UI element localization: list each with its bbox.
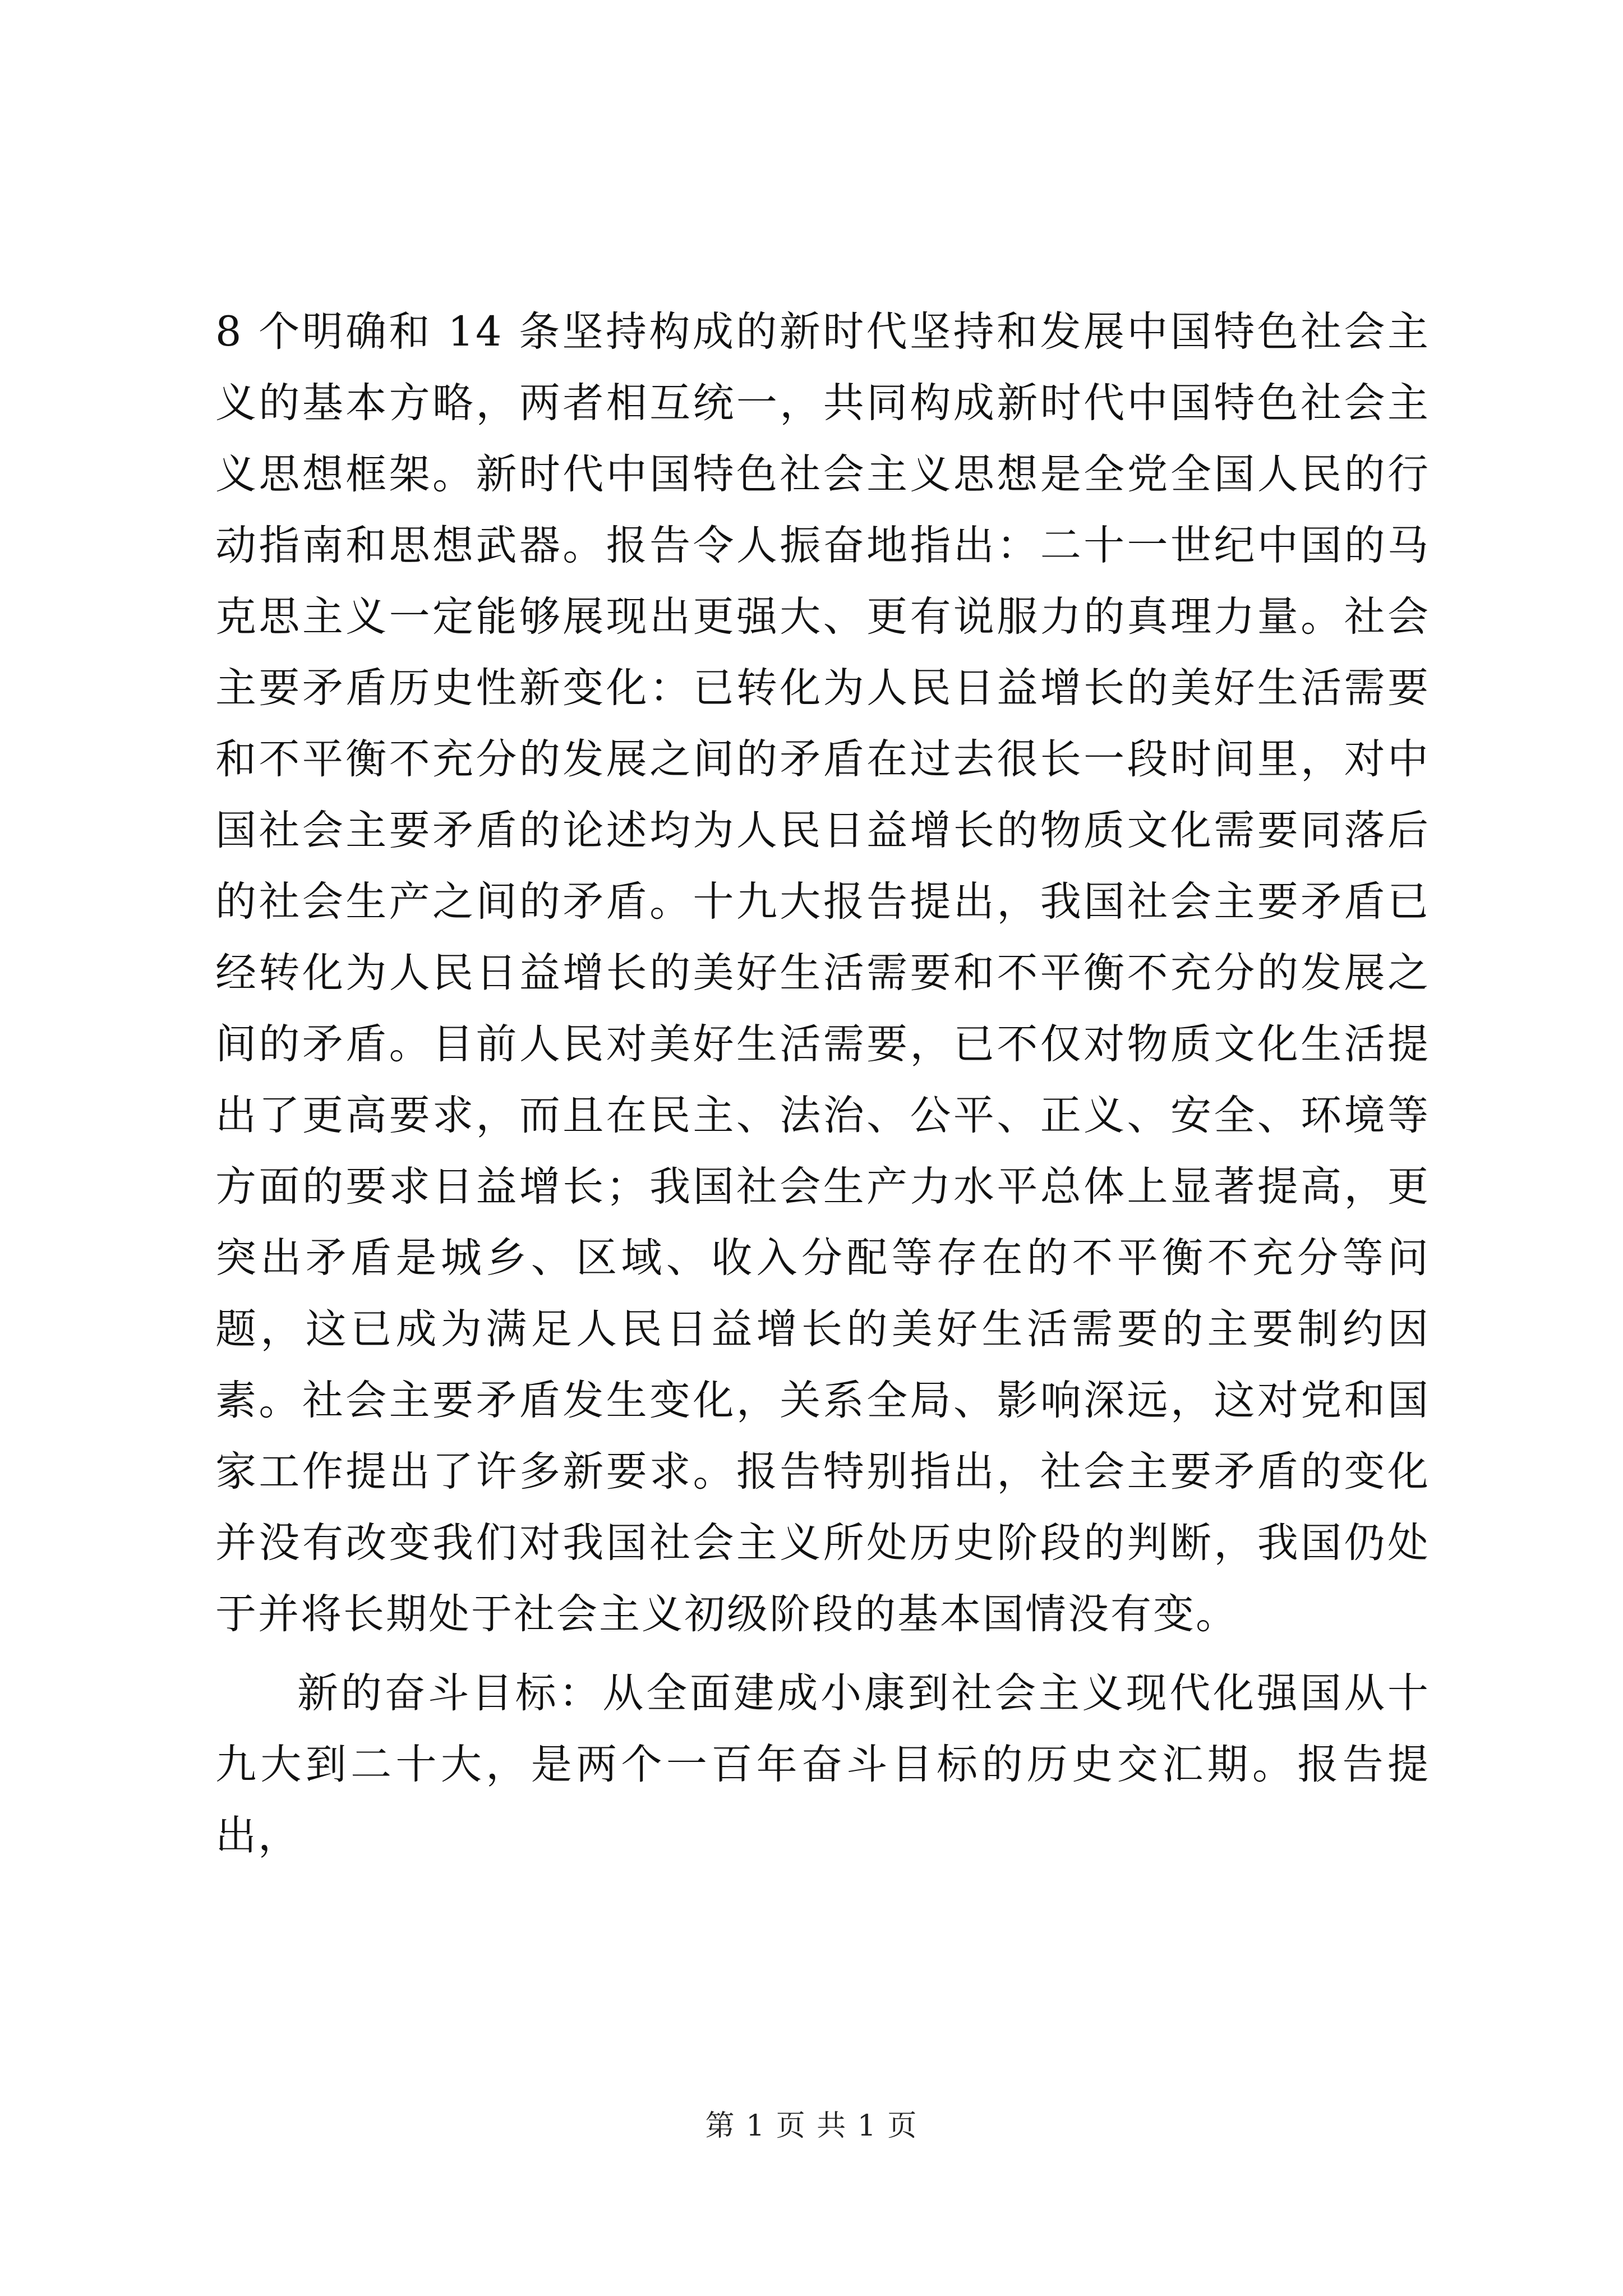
document-body (215, 296, 1430, 1871)
paragraph-2: 新的奋斗目标：从全面建成小康到社会主义现代化强国从十九大到二十大，是两个一百年奋斗目标的历史交汇期。报告提出， (215, 1669, 1430, 1860)
page-footer: 第 1 页 共 1 页 (705, 2109, 918, 2143)
paragraph-1: 8 个明确和 14 条坚持构成的新时代坚持和发展中国特色社会主义的基本方略，两者相互统一，共同构成新时代中国特色社会主义思想框架。新时代中国特色社会主义思想是全党全国人民的行动指南和思想武器。报告令人振奋地指出：二十一世纪中国的马克思主义一定能够展现出更强大、更有说服力的真理力量。社会主要矛盾历史性新变化：已转化为人民日益增长的美好生活需要和不平衡不充分的发展之间的矛盾在过去很长一段时间里，对中国社会主要矛盾的论述均为人民日益增长的物质文化需要同落后的社会生产之间的矛盾。十九大报告提出，我国社会主要矛盾已经转化为人民日益增长的美好生活需要和不平衡不充分的发展之间的矛盾。目前人民对美好生活需要，已不仅对物质文化生活提出了更高要求，而且在民主、法治、公平、正义、安全、环境等方面的要求日益增长；我国社会生产力水平总体上显著提高，更突出矛盾是城乡、区域、收入分配等存在的不平衡不充分等问题，这已成为满足人民日益增长的美好生活需要的主要制约因素。社会主要矛盾发生变化，关系全局、影响深远，这对党和国家工作提出了许多新要求。报告特别指出，社会主要矛盾的变化并没有改变我们对我国社会主义所处历史阶段的判断，我国仍处于并将长期处于社会主义初级阶段的基本国情没有变。 (215, 308, 1430, 1638)
